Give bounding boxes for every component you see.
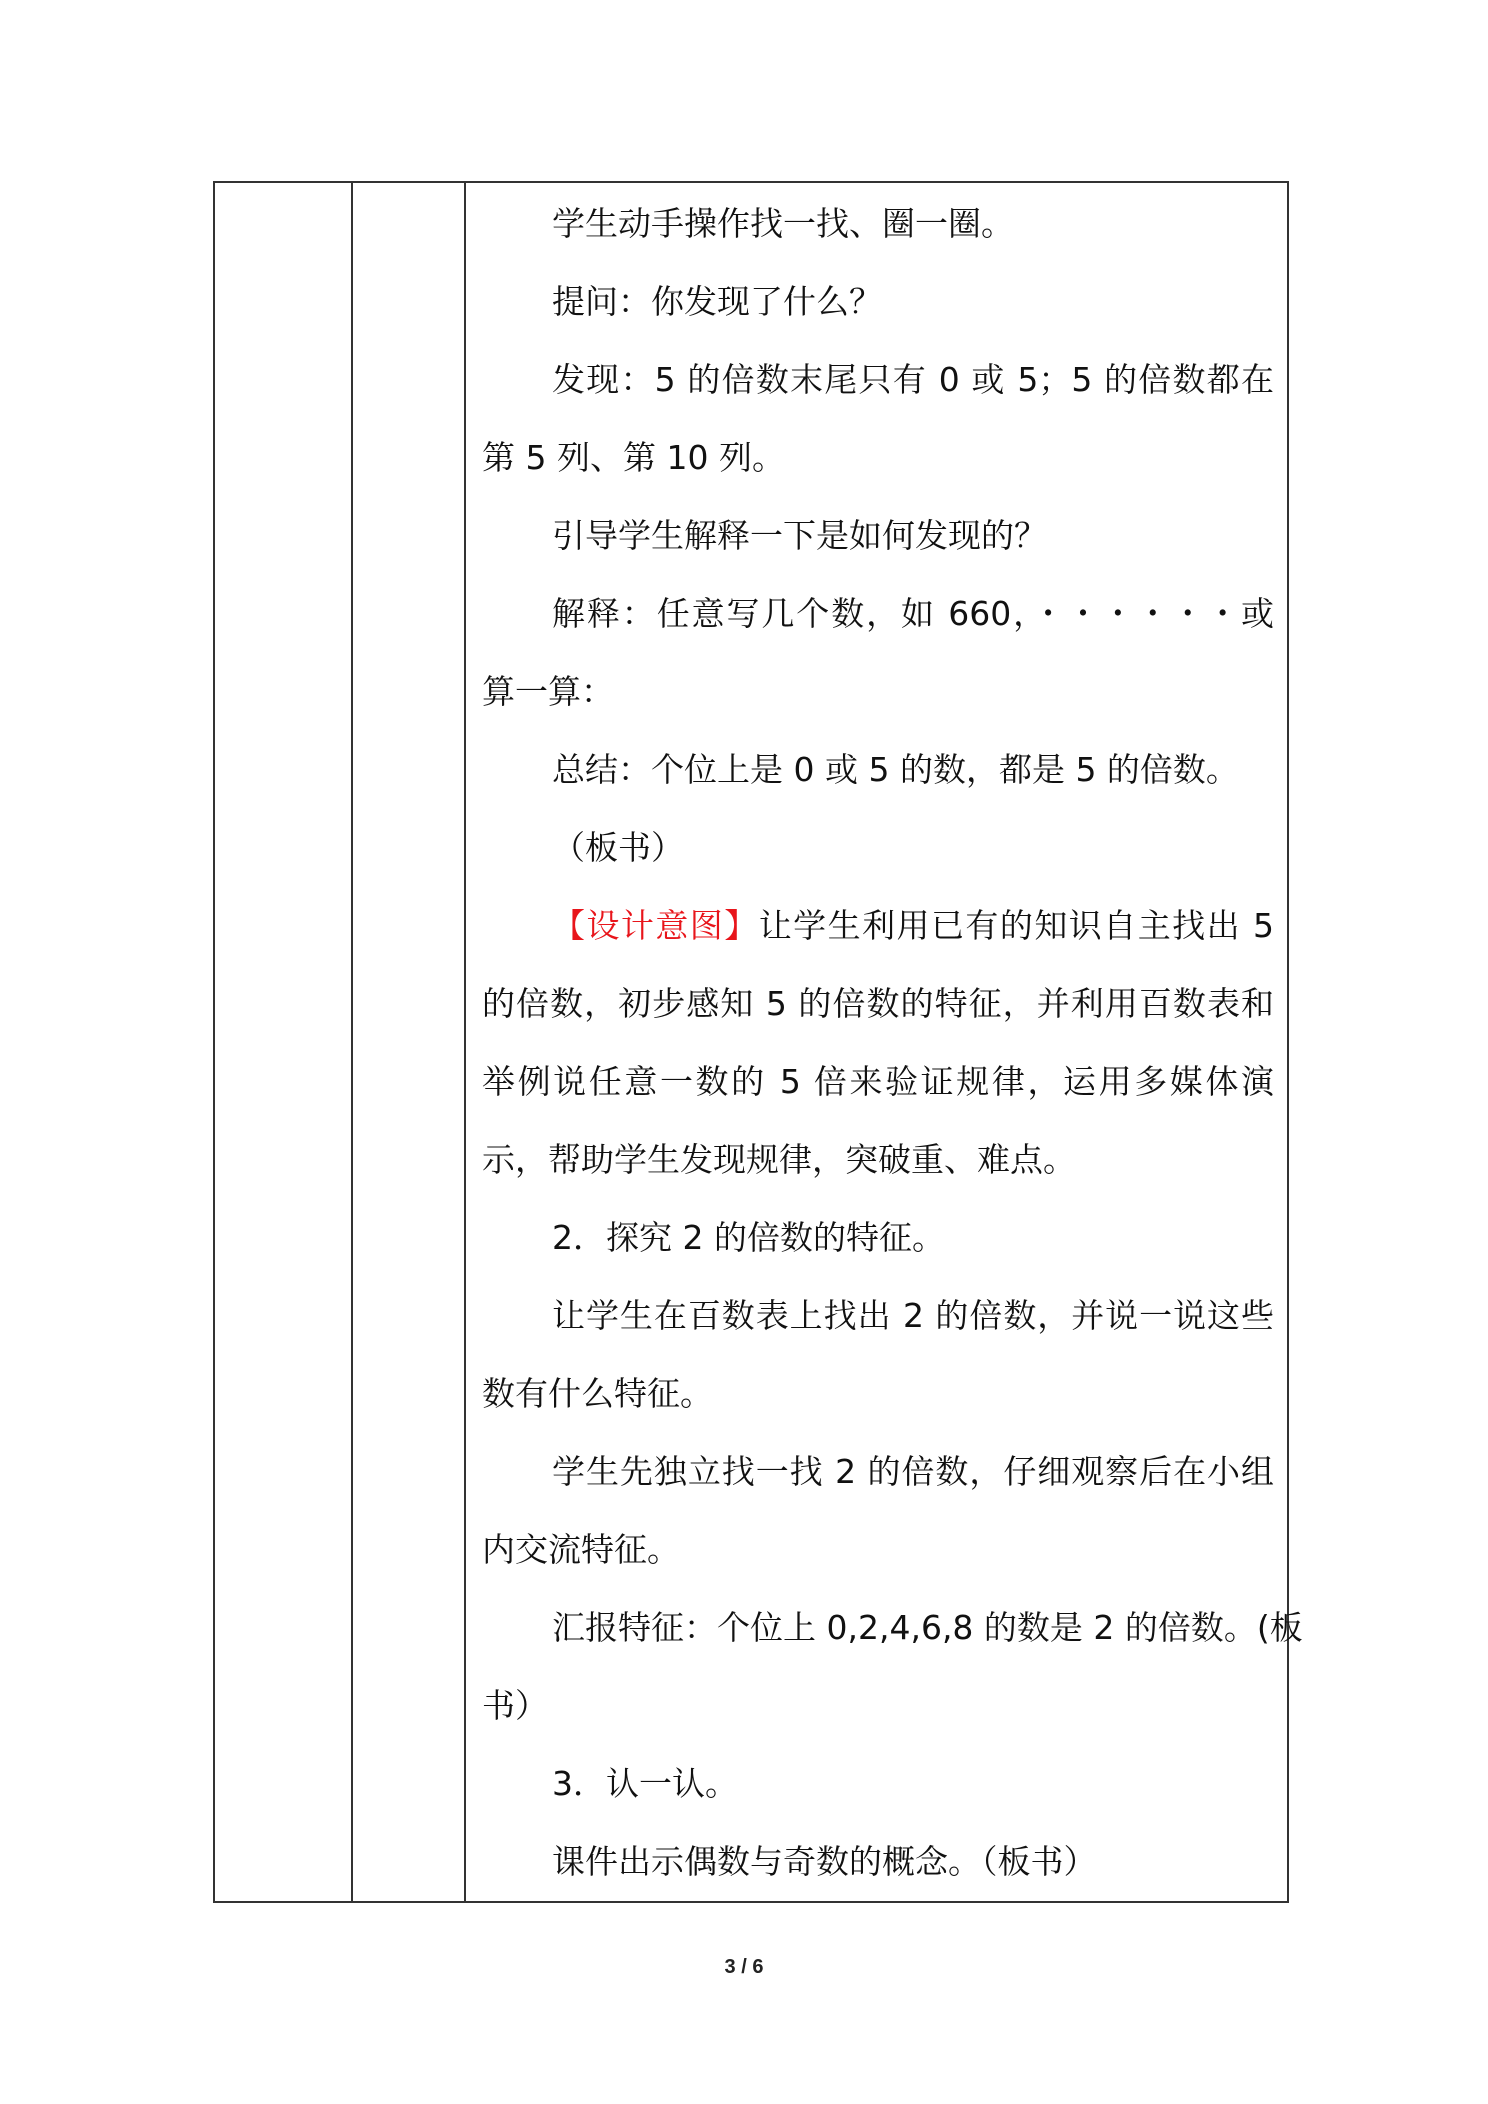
paragraph-line: 让学生在百数表上找出 2 的倍数，并说一说这些 (552, 1296, 1274, 1335)
paragraph-line: 学生先独立找一找 2 的倍数，仔细观察后在小组 (552, 1452, 1274, 1491)
table-content-cell (466, 183, 1303, 1901)
paragraph-line: 数有什么特征。 (482, 1374, 713, 1413)
paragraph-line: 总结：个位上是 0 或 5 的数，都是 5 的倍数。 (552, 750, 1239, 789)
paragraph-line: 算一算： (482, 672, 614, 711)
paragraph-line: （板书） (552, 828, 684, 867)
paragraph-line: 内交流特征。 (482, 1530, 680, 1569)
paragraph-line: 第 5 列、第 10 列。 (482, 438, 785, 477)
paragraph-line: 引导学生解释一下是如何发现的？ (552, 516, 1047, 555)
paragraph-line: 书） (482, 1686, 548, 1725)
page-number: 3 / 6 (724, 1956, 764, 1978)
table-column-1 (215, 183, 353, 1901)
lesson-plan-table (213, 181, 1303, 1903)
paragraph-line: 汇报特征：个位上 0,2,4,6,8 的数是 2 的倍数。(板 (552, 1608, 1303, 1647)
paragraph-line: 解释：任意写几个数，如 660，・・・・・・或 (552, 594, 1274, 633)
paragraph-line: 课件出示偶数与奇数的概念。（板书） (552, 1842, 1097, 1881)
section-heading: 2．探究 2 的倍数的特征。 (552, 1218, 945, 1257)
paragraph-line: 示，帮助学生发现规律，突破重、难点。 (482, 1140, 1076, 1179)
table-column-2 (353, 183, 466, 1901)
paragraph-line: 发现：5 的倍数末尾只有 0 或 5；5 的倍数都在 (552, 360, 1274, 399)
paragraph-line: 提问：你发现了什么？ (552, 282, 882, 321)
paragraph-line: 的倍数，初步感知 5 的倍数的特征，并利用百数表和 (482, 984, 1274, 1023)
paragraph-line: 举例说任意一数的 5 倍来验证规律，运用多媒体演 (482, 1062, 1274, 1101)
design-intent-text: 让学生利用已有的知识自主找出 5 (758, 906, 1274, 945)
design-intent-line (552, 887, 1274, 965)
section-heading: 3．认一认。 (552, 1764, 738, 1803)
paragraph-line: 学生动手操作找一找、圈一圈。 (552, 204, 1014, 243)
design-intent-label: 【设计意图】 (552, 906, 759, 945)
